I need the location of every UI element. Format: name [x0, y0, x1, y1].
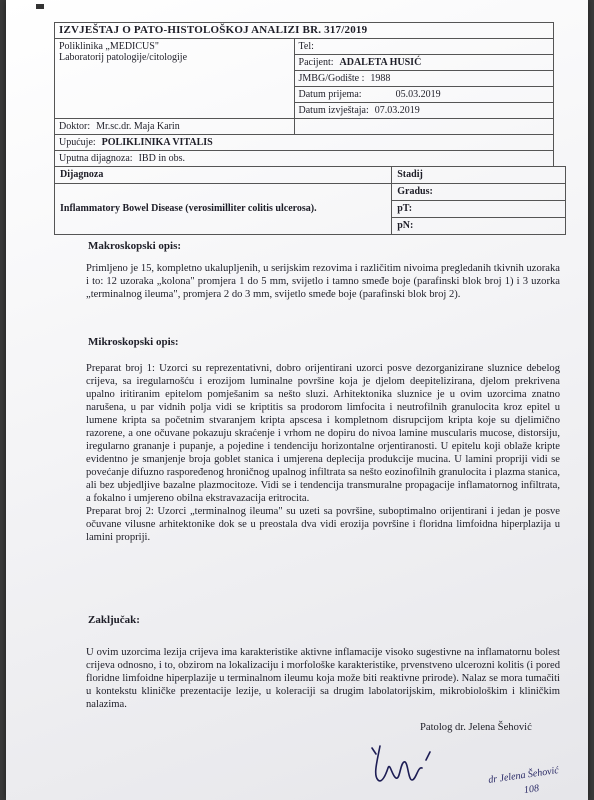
conclusion-text: U ovim uzorcima lezija crijeva ima karakteristike aktivne inflamacije visoko sugestivne na inflamatornu bolest crijeva odnosno, i to, obzirom na lokalizaciju i morfološke karakteristike, prvenstveno ulcerozni kolitis (i pored floridne limfoidne hiperplazije u terminalnom ileumu koja može biti reaktivne prirode). Nalaz se mora tumačiti u kontekstu kliničke prezentacije lezije, u koleraciji sa drugim labolatorijskim, mikrobiološkim i kliničkim nalazima.	[86, 647, 560, 710]
stage-label: Stadij	[392, 167, 566, 184]
clinic-lab: Laboratorij patologije/citologije	[59, 52, 188, 63]
report-paper	[6, 0, 588, 800]
doctor-cell	[55, 119, 295, 135]
report-title: IZVJEŠTAJ O PATO-HISTOLOŠKOJ ANALIZI BR. 317/2019	[55, 23, 554, 39]
grade-label: Gradus:	[392, 184, 566, 201]
referral-dx-label: Uputna dijagnoza:	[59, 153, 133, 164]
tel-cell	[294, 39, 553, 55]
doctor-value: Mr.sc.dr. Maja Karin	[96, 121, 180, 132]
received-cell	[294, 87, 553, 103]
tel-label: Tel:	[298, 41, 314, 52]
stamp-text: dr Jelena Šehović	[487, 765, 560, 786]
micro-section	[86, 362, 560, 544]
patient-value: ADALETA HUSIĆ	[339, 57, 422, 68]
issued-value: 07.03.2019	[374, 105, 420, 116]
referral-dx-value: IBD in obs.	[138, 153, 185, 164]
birth-label: JMBG/Godište :	[298, 73, 365, 84]
issued-label: Datum izvještaja:	[298, 105, 369, 116]
birth-value: 1988	[370, 73, 391, 84]
report-header-table	[54, 22, 554, 167]
stamp-number: 108	[523, 783, 540, 796]
conclusion-heading: Zaključak:	[88, 614, 140, 626]
diagnosis-value: Inflammatory Bowel Disease (verosimilliter colitis ulcerosa).	[55, 184, 392, 235]
clinic-cell	[55, 39, 295, 119]
clinic-name: Poliklinika „MEDICUS"	[59, 41, 159, 52]
patient-label: Pacijent:	[298, 57, 334, 68]
macro-heading: Makroskopski opis:	[88, 240, 182, 252]
empty-cell	[294, 119, 553, 135]
micro-heading: Mikroskopski opis:	[88, 336, 179, 348]
diagnosis-header: Dijagnoza	[55, 167, 392, 184]
pn-label: pN:	[392, 218, 566, 235]
received-label: Datum prijema:	[298, 89, 362, 100]
micro-p2: Preparat broj 2: Uzorci „terminalnog ileuma" su uzeti sa površine, suboptimalno orijentirani i jedan je posve očuvane vilusne arhitektonike dok se u preostala dva vidi erozija površine i floridna limfoidna hiperplazija u lamini propriji.	[86, 506, 560, 543]
patient-cell	[294, 55, 553, 71]
pathologist-signature-line: Patolog dr. Jelena Šehović	[420, 722, 532, 733]
pt-label: pT:	[392, 201, 566, 218]
received-value: 05.03.2019	[395, 89, 441, 100]
referral-dx-cell	[55, 151, 554, 167]
referrer-value: POLIKLINIKA VITALIS	[101, 137, 213, 148]
micro-p1: Preparat broj 1: Uzorci su reprezentativni, dobro orijentirani uzorci posve dezorganizirane sluznice debelog crijeva, sa iregularnošću i erozijom luminalne površine koja je djelom deepitelizirana, djelom prekrivena upalno iritiranim epitelom pomješanim sa nešto sluzi. Arhitektonika sluznice je u ovim uzorcima znatno narušena, u par vidnih polja vidi se kriptitis sa prodorom limfocita i neutrofilnih granulocita kroz epitel u lumene kripta sa početnim stvaranjem kripta apscesa i kompletnom disrupcijom kripta koje su djelimično razorene, a one očuvane pokazuju skraćenje i vrhom ne dopiru do nivoa lamine muscularis mucose, distorsiju, iregularno grananje i pupanje, a pojedine i tendenciju horizontalne orjentiranosti. U epitelu koji oblaže kripte evidentno je smanjenje broja goblet stanica i umjerena deplecija produkcije mucina. U lamini propriji vidi se povećanje difuzno raspoređenog hroničnog upalnog infiltrata sa nešto eozinofilnih granulocita i plazma stanica, ali bez ubjedljive bazalne plazmocitoze. Vidi se i tendencija transmuralne propagacije inflamatornog infiltrata, a fokalno i umjereno obilna ekstravazacija eritrocita.	[86, 363, 560, 504]
referrer-cell	[55, 135, 554, 151]
punch-mark	[36, 4, 44, 9]
handwritten-signature	[366, 740, 456, 790]
issued-cell	[294, 103, 553, 119]
macro-text: Primljeno je 15, kompletno ukalupljenih, u serijskim rezovima i različitim nivoima pregledanih tkivnih uzoraka i to: 12 uzoraka „kolona" promjera 1 do 5 mm, svijetlo i tamno smeđe boje (parafinski blok broj 1) i 3 uzorka „terminalnog ileuma", promjera 2 do 3 mm, svijetlo smeđe boje (parafinski blok broj 2).	[86, 263, 560, 300]
diagnosis-table	[54, 166, 566, 235]
birth-cell	[294, 71, 553, 87]
doctor-label: Doktor:	[59, 121, 91, 132]
referrer-label: Upućuje:	[59, 137, 96, 148]
